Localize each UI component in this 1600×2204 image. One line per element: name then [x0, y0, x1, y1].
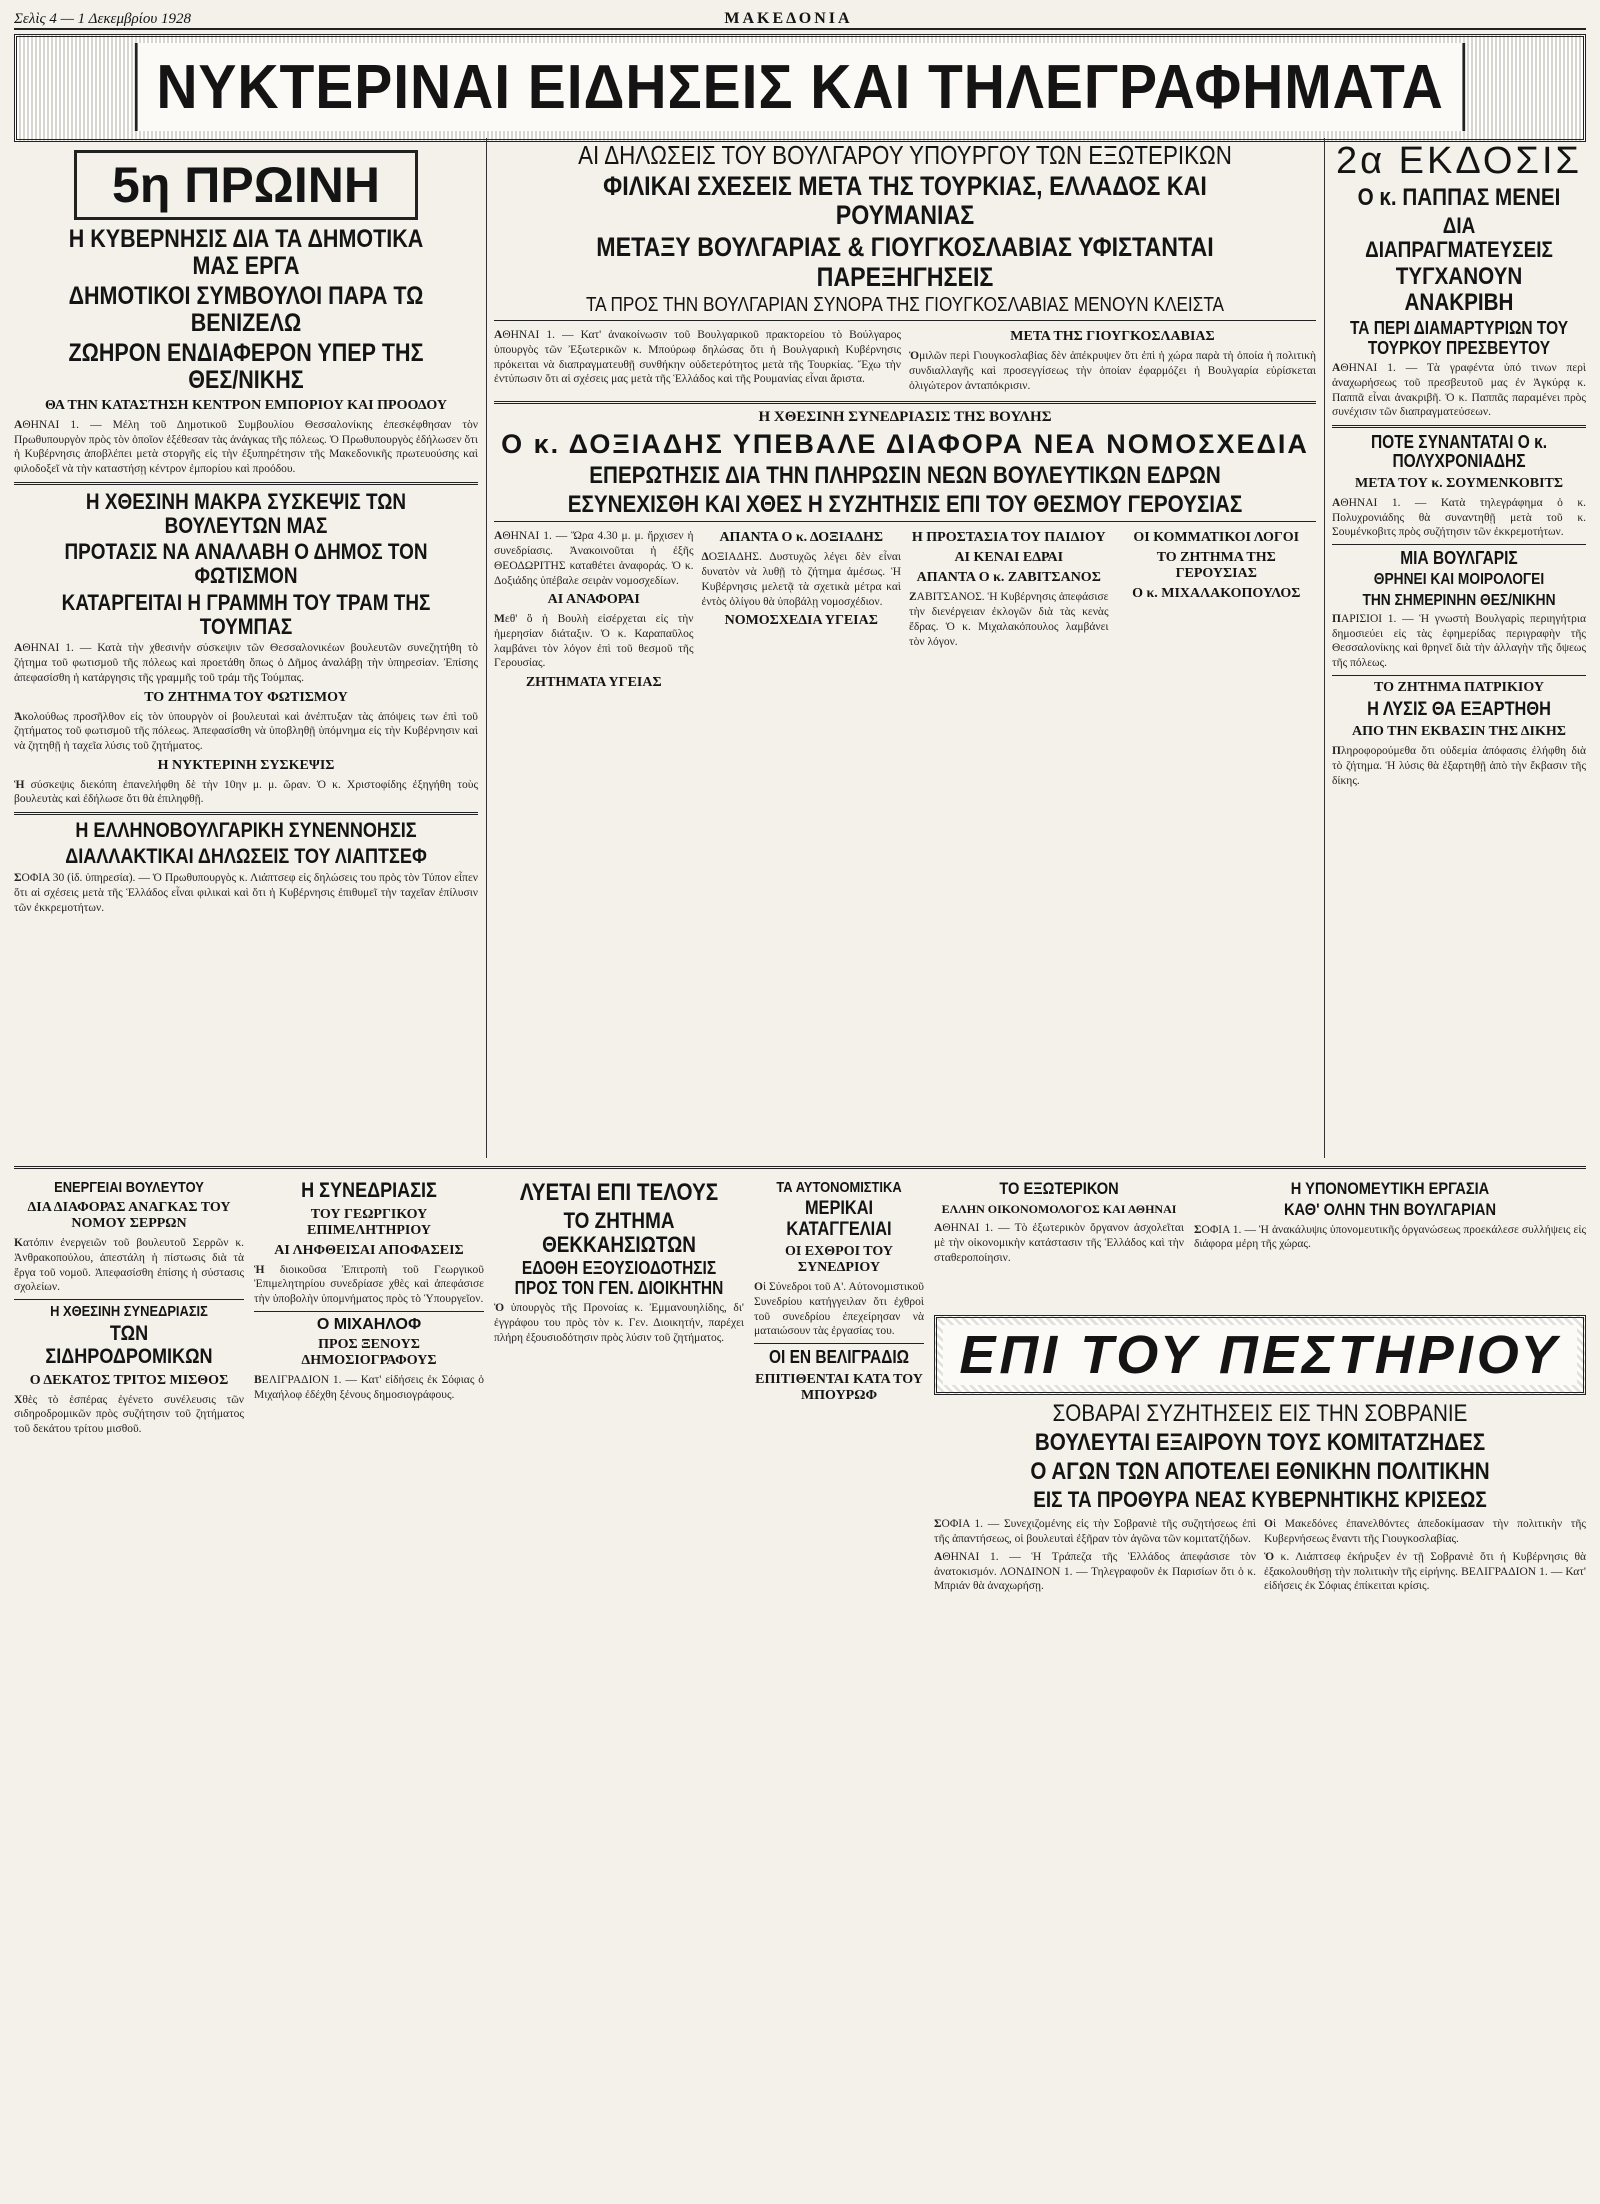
headline: ΒΟΥΛΕΥΤΑΙ ΕΞΑΙΡΟΥΝ ΤΟΥΣ ΚΟΜΙΤΑΤΖΗΔΕΣ: [1034, 1428, 1486, 1456]
edition-label: 2α ΕΚΔΟΣΙΣ: [1335, 140, 1583, 182]
headline: ΤΑ ΠΡΟΣ ΤΗΝ ΒΟΥΛΓΑΡΙΑΝ ΣΥΝΟΡΑ ΤΗΣ ΓΙΟΥΓΚΟΣΛΑΒΙΑΣ ΜΕΝΟΥΝ ΚΛΕΙΣΤΑ: [585, 293, 1225, 316]
date-line: Σελὶς 4 — 1 Δεκεμβρίου 1928: [14, 11, 191, 27]
lower-column: [934, 1177, 1184, 1269]
masthead: [14, 34, 1586, 142]
divider: [494, 401, 1316, 404]
headline: ΤΟ ΖΗΤΗΜΑ ΘΕΚΚΑΗΣΙΩΤΩΝ: [542, 1207, 696, 1257]
paper-name: ΜΑΚΕΔΟΝΙΑ: [724, 10, 853, 27]
headline: ΔΗΜΟΤΙΚΟΙ ΣΥΜΒΟΥΛΟΙ ΠΑΡΑ ΤΩ ΒΕΝΙΖΕΛΩ: [68, 282, 424, 337]
headline: ΘΡΗΝΕΙ ΚΑΙ ΜΟΙΡΟΛΟΓΕΙ: [1373, 571, 1545, 589]
article-text: Ὁμιλῶν περὶ Γιουγκοσλαβίας δὲν ἀπέκρυψεν ὅτι ἐπὶ ἡ χώρα παρὰ τὴ ὁποία ἡ πολιτικὴ συνδιαλλαγῆς καὶ προσεγγίσεως τὴν ὁποίαν ἐφαρμόζει ἡ Βουλγαρία εὑρίσκεται ὀλιγώτερον ἀνταπόκρισιν.: [909, 350, 1316, 392]
section-subhead: ΑΠΑΝΤΑ Ο κ. ΖΑΒΙΤΣΑΝΟΣ: [916, 570, 1101, 586]
subheadline: ΘΑ ΤΗΝ ΚΑΤΑΣΤΗΣΗ ΚΕΝΤΡΟΝ ΕΜΠΟΡΙΟΥ ΚΑΙ ΠΡΟΟΔΟΥ: [45, 398, 447, 413]
divider: [494, 521, 1316, 522]
headline: ΤΑ ΑΥΤΟΝΟΜΙΣΤΙΚΑ: [776, 1179, 902, 1196]
article-text: ΖΑΒΙΤΣΑΝΟΣ. Ἡ Κυβέρνησις ἀπεφάσισε τὴν διενέργειαν ἐκλογῶν διὰ τὰς κενὰς ἔδρας. Ὁ κ. Μιχαλακόπουλος λαμβάνει τὸν λόγον.: [909, 591, 1109, 648]
headline: ΠΟΤΕ ΣΥΝΑΝΤΑΤΑΙ Ο κ. ΠΟΛΥΧΡΟΝΙΑΔΗΣ: [1370, 432, 1548, 472]
article-text: ΒΕΛΙΓΡΑΔΙΟΝ 1. — Κατ' εἰδήσεις ἐκ Σόφιας ὁ Μιχαήλοφ ἐδέχθη ξένους δημοσιογράφους.: [254, 1374, 484, 1401]
article-text: Οἱ Μακεδόνες ἐπανελθόντες ἀπεδοκίμασαν τὴν πολιτικὴν τῆς Κυβερνήσεως ἔναντι τῆς Γιουγκοσλαβίας.: [1264, 1518, 1586, 1546]
article-columns: [494, 526, 1316, 695]
article-column: [909, 325, 1316, 396]
article-text: Ὁ ὑπουργὸς τῆς Προνοίας κ. Ἐμμανουηλίδης, δι' ἐγγράφου του πρὸς τὸν κ. Γεν. Διοικητήν, παρέχει πλήρη ἐξουσιοδότησιν πρὸς λύσιν τοῦ ζητήματος.: [494, 1302, 744, 1344]
article-column: [494, 526, 694, 695]
article-text: ΑΘΗΝΑΙ 1. — Ὥρα 4.30 μ. μ. ἤρχισεν ἡ συνεδρίασις. Ἀνακοινοῦται ἡ ἐξῆς ΘΕΟΔΩΡΙΤΗΣ καταθέτει ἀναφοράς. Ὁ κ. Δοξιάδης ὑπέβαλε σειρὰν νομοσχεδίων.: [494, 530, 694, 587]
lower-column: [754, 1177, 924, 1408]
subheadline: ΑΙ ΛΗΦΘΕΙΣΑΙ ΑΠΟΦΑΣΕΙΣ: [274, 1242, 464, 1258]
article-columns: [934, 1514, 1586, 1597]
subheadline: ΔΙΑ ΔΙΑΦΟΡΑΣ ΑΝΑΓΚΑΣ ΤΟΥ ΝΟΜΟΥ ΣΕΡΡΩΝ: [27, 1200, 231, 1232]
headline: ΛΥΕΤΑΙ ΕΠΙ ΤΕΛΟΥΣ: [519, 1179, 719, 1206]
article-column: [1117, 526, 1317, 695]
article-text: ΣΟΦΙΑ 30 (ἰδ. ὑπηρεσία). — Ὁ Πρωθυπουργὸς κ. Λιάπτσεφ εἰς δηλώσεις του πρὸς τὸν Τύπον εἶπεν ὅτι αἱ σχέσεις μετὰ τῆς Ἑλλάδος εἶναι φιλικαὶ καὶ ὅτι ἡ Κυβέρνησις ἐπιθυμεῖ τὴν ταχεῖαν ἐπίλυσιν τῶν ἐκκρεμοτήτων.: [14, 872, 478, 914]
article-text: Ἀκολούθως προσῆλθον εἰς τὸν ὑπουργὸν οἱ βουλευταὶ καὶ ἀνέπτυξαν τὰς ἀπόψεις των ἐπὶ τοῦ ζητήματος τοῦ φωτισμοῦ τῆς πόλεως. Ἀπεφασίσθη νὰ ὑποβληθῇ ὑπόμνημα εἰς τὴν Κυβέρνησιν καὶ νὰ ζητηθῇ ἡ ταχεῖα λύσις τοῦ ζητήματος.: [14, 710, 478, 752]
divider: [754, 1343, 924, 1344]
headline: Η ΛΥΣΙΣ ΘΑ ΕΞΑΡΤΗΘΗ: [1367, 698, 1551, 720]
headline: ΕΣΥΝΕΧΙΣΘΗ ΚΑΙ ΧΘΕΣ Η ΣΥΖΗΤΗΣΙΣ ΕΠΙ ΤΟΥ ΘΕΣΜΟΥ ΓΕΡΟΥΣΙΑΣ: [567, 490, 1243, 518]
headline: ΚΑΘ' ΟΛΗΝ ΤΗΝ ΒΟΥΛΓΑΡΙΑΝ: [1283, 1200, 1497, 1220]
section-subhead: ΖΗΤΗΜΑΤΑ ΥΓΕΙΑΣ: [525, 675, 662, 691]
section-subhead: ΤΟ ΖΗΤΗΜΑ ΤΟΥ ΦΩΤΙΣΜΟΥ: [144, 689, 348, 705]
headline: ΤΥΓΧΑΝΟΥΝ ΑΝΑΚΡΙΒΗ: [1395, 263, 1523, 317]
bottom-feature: [934, 1309, 1586, 1597]
divider: [1332, 425, 1586, 428]
article-column: [934, 1514, 1256, 1597]
article-text: Οἱ Σύνεδροι τοῦ Α'. Αὐτονομιστικοῦ Συνεδρίου κατήγγειλαν ὅτι ἐχθροὶ τοῦ συνεδρίου ἐπεχείρησαν νὰ ματαιώσουν τὰς ἐργασίας του.: [754, 1281, 924, 1338]
article-text: ΑΘΗΝΑΙ 1. — Ἡ Τράπεζα τῆς Ἑλλάδος ἀπεφάσισε τὸν ἀνατοκισμόν. ΛΟΝΔΙΝΟΝ 1. — Τηλεγραφοῦν ἐκ Παρισίων ὅτι ὁ κ. Μπριάν θὰ ἀναχωρήσῃ.: [934, 1550, 1256, 1593]
divider: [494, 320, 1316, 321]
feature-banner: [934, 1315, 1586, 1395]
article-text: Χθὲς τὸ ἑσπέρας ἐγένετο συνέλευσις τῶν σιδηροδρομικῶν πρὸς συζήτησιν τοῦ ζητήματος τοῦ δεκάτου τρίτου μισθοῦ.: [14, 1393, 244, 1436]
headline: ΕΝΕΡΓΕΙΑΙ ΒΟΥΛΕΥΤΟΥ: [54, 1179, 204, 1196]
column-rule: [486, 138, 487, 1158]
feature-banner-text: ΕΠΙ ΤΟΥ ΠΕΣΤΗΡΙΟΥ: [943, 1325, 1576, 1385]
headline: ΤΩΝ ΣΙΔΗΡΟΔΡΟΜΙΚΩΝ: [45, 1322, 213, 1368]
article-text: ΔΟΞΙΑΔΗΣ. Δυστυχῶς λέγει δὲν εἶναι δυνατὸν νὰ λυθῇ τὸ ζήτημα ἀμέσως. Ἡ Κυβέρνησις μελετᾷ τὰ σχετικὰ μέτρα καὶ ἐντὸς ὀλίγου θὰ ὑποβάλῃ νομοσχέδιον.: [701, 551, 901, 608]
right-column: [1332, 138, 1586, 1158]
article-text: Κατόπιν ἐνεργειῶν τοῦ βουλευτοῦ Σερρῶν κ. Ἀνθρακοπούλου, ἀπεστάλη ἡ πίστωσις διὰ τὰ ἔργα τοῦ νομοῦ. Ἀπεφασίσθη ἐπίσης ἡ σύστασις σχολείων.: [14, 1237, 244, 1294]
lower-column: [254, 1177, 484, 1406]
article-text: Ἡ σύσκεψις διεκόπη ἐπανελήφθη δὲ τὴν 10ην μ. μ. ὥραν. Ὁ κ. Χριστοφίδης ἐξηγήθη τοὺς βουλευτὰς καὶ ἐδήλωσε ὅτι θὰ ἐπιληφθῇ.: [14, 778, 478, 806]
article-text: ΑΘΗΝΑΙ 1. — Κατ' ἀνακοίνωσιν τοῦ Βουλγαρικοῦ πρακτορείου τὸ Βούλγαρος ὑπουργὸς τῶν Ἐξωτερικῶν κ. Μπούρωφ δηλώσας ὅτι ἡ Βουλγαρικὴ Κυβέρνησις πρόκειται νὰ διαπραγματευθῇ συνθήκην οὐδετερότητος μετὰ τῆς Τουρκίας. Ἔχω τὴν ἐντύπωσιν ὅτι αἱ σχέσεις μας μετὰ τῆς Ἑλλάδος καὶ τῆς Ρουμανίας εἶναι ἄριστα.: [494, 329, 901, 386]
masthead-title: ΝΥΚΤΕΡΙΝΑΙ ΕΙΔΗΣΕΙΣ ΚΑΙ ΤΗΛΕΓΡΑΦΗΜΑΤΑ: [135, 43, 1465, 131]
section-subhead: Η ΠΡΟΣΤΑΣΙΑ ΤΟΥ ΠΑΙΔΙΟΥ: [911, 530, 1106, 546]
article-text: ΑΘΗΝΑΙ 1. — Κατὰ τηλεγράφημα ὁ κ. Πολυχρονιάδης θὰ συναντηθῇ μετὰ τοῦ κ. Σουμένκοβιτς πρὸς συζήτησιν τῶν ἐκκρεμοτήτων.: [1332, 496, 1586, 539]
section-subhead: ΜΕΤΑ ΤΗΣ ΓΙΟΥΓΚΟΣΛΑΒΙΑΣ: [1010, 329, 1215, 345]
headline: ΔΙΑ ΔΙΑΠΡΑΓΜΑΤΕΥΣΕΙΣ: [1365, 212, 1553, 262]
subheadline: ΠΡΟΣ ΞΕΝΟΥΣ ΔΗΜΟΣΙΟΓΡΑΦΟΥΣ: [301, 1337, 437, 1369]
article-columns: [494, 325, 1316, 396]
newspaper-page: [14, 6, 1586, 2198]
headline: ΑΙ ΔΗΛΩΣΕΙΣ ΤΟΥ ΒΟΥΛΓΑΡΟΥ ΥΠΟΥΡΓΟΥ ΤΩΝ ΕΞΩΤΕΡΙΚΩΝ: [578, 140, 1232, 170]
headline: Η ΚΥΒΕΡΝΗΣΙΣ ΔΙΑ ΤΑ ΔΗΜΟΤΙΚΑ ΜΑΣ ΕΡΓΑ: [68, 225, 424, 280]
headline: Η ΧΘΕΣΙΝΗ ΣΥΝΕΔΡΙΑΣΙΣ: [50, 1303, 208, 1321]
headline: ΜΕΤΑΞΥ ΒΟΥΛΓΑΡΙΑΣ & ΓΙΟΥΓΚΟΣΛΑΒΙΑΣ ΥΦΙΣΤΑΝΤΑΙ ΠΑΡΕΞΗΓΗΣΕΙΣ: [596, 232, 1214, 292]
headline: Ο ΑΓΩΝ ΤΩΝ ΑΠΟΤΕΛΕΙ ΕΘΝΙΚΗΝ ΠΟΛΙΤΙΚΗΝ: [1030, 1457, 1490, 1485]
lower-section: [14, 1166, 1586, 2198]
section-subhead: ΝΟΜΟΣΧΕΔΙΑ ΥΓΕΙΑΣ: [724, 613, 878, 629]
divider: [1332, 675, 1586, 676]
edition-box: [74, 150, 418, 220]
article-text: ΑΘΗΝΑΙ 1. — Τὰ γραφέντα ὑπό τινων περὶ ἀναχωρήσεως τοῦ πρεσβευτοῦ μας ἐν Ἀγκύρᾳ κ. Παππᾶ εἶναι ἀνακριβῆ. Ὁ κ. Παππᾶς παραμένει πρὸς συνέχισιν τῶν διαπραγματεύσεων.: [1332, 362, 1586, 419]
subheadline: Ο ΔΕΚΑΤΟΣ ΤΡΙΤΟΣ ΜΙΣΘΟΣ: [29, 1372, 229, 1388]
section-subhead: Η ΝΥΚΤΕΡΙΝΗ ΣΥΣΚΕΨΙΣ: [157, 757, 335, 773]
headline: ΤΟ ΕΞΩΤΕΡΙΚΟΝ: [999, 1179, 1119, 1198]
section-subhead: ΟΙ ΚΟΜΜΑΤΙΚΟΙ ΛΟΓΟΙ: [1133, 530, 1300, 546]
headline: ΔΙΑΛΛΑΚΤΙΚΑΙ ΔΗΛΩΣΕΙΣ ΤΟΥ ΛΙΑΠΤΣΕΦ: [65, 844, 427, 868]
section-subhead: ΤΟ ΖΗΤΗΜΑ ΤΗΣ ΓΕΡΟΥΣΙΑΣ: [1156, 550, 1276, 582]
lower-column: [1194, 1177, 1586, 1255]
subheadline: ΟΙ ΕΧΘΡΟΙ ΤΟΥ ΣΥΝΕΔΡΙΟΥ: [784, 1244, 894, 1276]
headline: Η ΕΛΛΗΝΟΒΟΥΛΓΑΡΙΚΗ ΣΥΝΕΝΝΟΗΣΙΣ: [75, 819, 417, 843]
lower-column: [494, 1177, 744, 1348]
article-column: [702, 526, 902, 695]
article-text: Μεθ' ὃ ἡ Βουλὴ εἰσέρχεται εἰς τὴν ἡμερησίαν διάταξιν. Ὁ κ. Καραπαῦλος λαμβάνει τὸν λόγον ἐπὶ τοῦ θεσμοῦ τῆς Γερουσίας.: [494, 613, 694, 670]
headline: Η ΣΥΝΕΔΡΙΑΣΙΣ: [301, 1179, 437, 1202]
article-text: ΣΟΦΙΑ 1. — Συνεχιζομένης εἰς τὴν Σοβρανιὲ τῆς συζητήσεως ἐπὶ τῆς ἀπαντήσεως, οἱ βουλευταὶ ἐξῆραν τὸν ἀγῶνα τῶν κομιτατζήδων.: [934, 1518, 1256, 1546]
subheadline: ΤΟ ΖΗΤΗΜΑ ΠΑΤΡΙΚΙΟΥ: [1374, 679, 1544, 695]
headline: ΤΑ ΠΕΡΙ ΔΙΑΜΑΡΤΥΡΙΩΝ ΤΟΥ ΤΟΥΡΚΟΥ ΠΡΕΣΒΕΥΤΟΥ: [1349, 318, 1569, 358]
section-subhead: Η ΧΘΕΣΙΝΗ ΣΥΝΕΔΡΙΑΣΙΣ ΤΗΣ ΒΟΥΛΗΣ: [758, 409, 1052, 426]
headline: ΜΙΑ ΒΟΥΛΓΑΡΙΣ: [1400, 548, 1518, 569]
headline: ΤΗΝ ΣΗΜΕΡΙΝΗΝ ΘΕΣ/ΝΙΚΗΝ: [1362, 591, 1556, 609]
headline: Η ΧΘΕΣΙΝΗ ΜΑΚΡΑ ΣΥΣΚΕΨΙΣ ΤΩΝ ΒΟΥΛΕΥΤΩΝ ΜΑΣ: [85, 488, 407, 538]
article-text: Πληροφορούμεθα ὅτι οὐδεμία ἀπόφασις ἐλήφθη διὰ τὸ ζήτημα. Ἡ λύσις θὰ ἐξαρτηθῇ ἀπὸ τὴν ἔκβασιν τῆς δίκης.: [1332, 745, 1586, 787]
columns: [14, 138, 1586, 2198]
headline: ΠΡΟΤΑΣΙΣ ΝΑ ΑΝΑΛΑΒΗ Ο ΔΗΜΟΣ ΤΟΝ ΦΩΤΙΣΜΟΝ: [64, 539, 428, 589]
section-subhead: ΑΙ ΚΕΝΑΙ ΕΔΡΑΙ: [954, 550, 1064, 566]
headline: Η ΥΠΟΝΟΜΕΥΤΙΚΗ ΕΡΓΑΣΙΑ: [1290, 1179, 1490, 1198]
section-subhead: ΑΠΑΝΤΑ Ο κ. ΔΟΞΙΑΔΗΣ: [719, 530, 884, 546]
headline: ΖΩΗΡΟΝ ΕΝΔΙΑΦΕΡΟΝ ΥΠΕΡ ΤΗΣ ΘΕΣ/ΝΙΚΗΣ: [68, 339, 424, 394]
headline: ΕΔΟΘΗ ΕΞΟΥΣΙΟΔΟΤΗΣΙΣ ΠΡΟΣ ΤΟΝ ΓΕΝ. ΔΙΟΙΚΗΤΗΝ: [514, 1258, 724, 1298]
article-text: ΠΑΡΙΣΙΟΙ 1. — Ἡ γνωστὴ Βουλγαρὶς περιηγήτρια δημοσιεύει εἰς τὰς ἐφημερίδας περιγραφὴν τῆς Θεσσαλονίκης καὶ θρηνεῖ διὰ τὴν ἀλλαγὴν τῆς ὄψεως τῆς πόλεως.: [1332, 613, 1586, 670]
article-text: ΑΘΗΝΑΙ 1. — Τὸ ἐξωτερικὸν ὄργανον ἀσχολεῖται μὲ τὴν οἰκονομικὴν κατάστασιν τῆς Ἑλλάδος καὶ τὴν σταθεροποίησιν.: [934, 1222, 1184, 1264]
section-subhead: Ο κ. ΜΙΧΑΛΑΚΟΠΟΥΛΟΣ: [1132, 586, 1301, 602]
headline: ΚΑΤΑΡΓΕΙΤΑΙ Η ΓΡΑΜΜΗ ΤΟΥ ΤΡΑΜ ΤΗΣ ΤΟΥΜΠΑΣ: [61, 589, 431, 639]
article-text: ΣΟΦΙΑ 1. — Ἡ ἀνακάλυψις ὑπονομευτικῆς ὀργανώσεως προεκάλεσε συλλήψεις εἰς διάφορα μέρη τῆς χώρας.: [1194, 1223, 1586, 1251]
divider: [14, 482, 478, 485]
headline: Ο ΜΙΧΑΗΛΟΦ: [316, 1315, 422, 1333]
headline: Ο κ. ΠΑΠΠΑΣ ΜΕΝΕΙ: [1357, 184, 1561, 212]
headline: ΟΙ ΕΝ ΒΕΛΙΓΡΑΔΙΩ: [768, 1347, 910, 1368]
article-column: [494, 325, 901, 396]
headline: ΕΙΣ ΤΑ ΠΡΟΘΥΡΑ ΝΕΑΣ ΚΥΒΕΡΝΗΤΙΚΗΣ ΚΡΙΣΕΩΣ: [1033, 1486, 1487, 1512]
divider: [1332, 544, 1586, 545]
article-text: Ὁ κ. Λιάπτσεφ ἐκήρυξεν ἐν τῇ Σοβρανιὲ ὅτι ἡ Κυβέρνησις θὰ ἐξακολουθήσῃ τὴν πολιτικὴν τῆς εἰρήνης. ΒΕΛΙΓΡΑΔΙΟΝ 1. — Κατ' εἰδήσεις ἐκ Σόφιας ἐπίκειται κρίσις.: [1264, 1550, 1586, 1593]
headline: ΜΕΡΙΚΑΙ ΚΑΤΑΓΓΕΛΙΑΙ: [786, 1198, 892, 1240]
headline: Ο κ. ΔΟΞΙΑΔΗΣ ΥΠΕΒΑΛΕ ΔΙΑΦΟΡΑ ΝΕΑ ΝΟΜΟΣΧΕΔΙΑ: [501, 429, 1309, 460]
left-column: [14, 138, 478, 1158]
article-text: ΑΘΗΝΑΙ 1. — Μέλη τοῦ Δημοτικοῦ Συμβουλίου Θεσσαλονίκης ἐπεσκέφθησαν τὸν Πρωθυπουργὸν πρὸς τὸν ὁποῖον ἐξέθεσαν τὰς ἀνάγκας τῆς πόλεως. Ὁ Πρωθυπουργὸς ἐδήλωσεν ὅτι ἡ Κυβέρνησις ἀποβλέπει μετὰ στοργῆς εἰς τὴν ἐξυπηρέτησιν τῆς Μακεδονικῆς πρωτευούσης καὶ φιλοδοξεῖ νὰ τὴν καταστήσῃ κέντρον ἐμπορίου καὶ προόδου.: [14, 419, 478, 476]
column-rule: [1324, 138, 1325, 1158]
headline: ΕΠΕΡΩΤΗΣΙΣ ΔΙΑ ΤΗΝ ΠΛΗΡΩΣΙΝ ΝΕΩΝ ΒΟΥΛΕΥΤΙΚΩΝ ΕΔΡΩΝ: [589, 461, 1221, 489]
article-text: ΑΘΗΝΑΙ 1. — Κατὰ τὴν χθεσινὴν σύσκεψιν τῶν Θεσσαλονικέων βουλευτῶν συνεζητήθη τὸ ζήτημα τοῦ φωτισμοῦ τῆς πόλεως καὶ προετάθη ὅπως ὁ Δῆμος ἀναλάβῃ τὴν ὑπηρεσίαν. Ἐπίσης ἀπεφασίσθη ἡ κατάργησις τῆς γραμμῆς τοῦ τράμ τῆς Τούμπας.: [14, 642, 478, 684]
subheadline: ΑΠΟ ΤΗΝ ΕΚΒΑΣΙΝ ΤΗΣ ΔΙΚΗΣ: [1352, 724, 1566, 740]
divider: [254, 1311, 484, 1312]
center-column: [494, 138, 1316, 1158]
divider: [14, 1299, 244, 1300]
lower-column: [14, 1177, 244, 1440]
edition-label: 5η ΠΡΩΙΝΗ: [112, 157, 380, 213]
headline: ΦΙΛΙΚΑΙ ΣΧΕΣΕΙΣ ΜΕΤΑ ΤΗΣ ΤΟΥΡΚΙΑΣ, ΕΛΛΑΔΟΣ ΚΑΙ ΡΟΥΜΑΝΙΑΣ: [603, 171, 1207, 231]
section-subhead: ΑΙ ΑΝΑΦΟΡΑΙ: [547, 592, 640, 608]
top-line: [14, 6, 1586, 30]
headline: ΣΟΒΑΡΑΙ ΣΥΖΗΤΗΣΕΙΣ ΕΙΣ ΤΗΝ ΣΟΒΡΑΝΙΕ: [1052, 1400, 1468, 1427]
article-column: [909, 526, 1109, 695]
article-text: Ἡ διοικοῦσα Ἐπιτροπὴ τοῦ Γεωργικοῦ Ἐπιμελητηρίου συνεδρίασε χθὲς καὶ ἀπεφάσισε τὴν ὑποβολὴν ὑπομνήματος πρὸς τὸ Ὑπουργεῖον.: [254, 1263, 484, 1306]
subheadline: ΕΛΛΗΝ ΟΙΚΟΝΟΜΟΛΟΓΟΣ ΚΑΙ ΑΘΗΝΑΙ: [941, 1202, 1177, 1217]
article-column: [1264, 1514, 1586, 1597]
subheadline: ΤΟΥ ΓΕΩΡΓΙΚΟΥ ΕΠΙΜΕΛΗΤΗΡΙΟΥ: [306, 1206, 432, 1238]
divider: [14, 812, 478, 815]
subheadline: ΕΠΙΤΙΘΕΝΤΑΙ ΚΑΤΑ ΤΟΥ ΜΠΟΥΡΩΦ: [755, 1371, 923, 1403]
subheadline: ΜΕΤΑ ΤΟΥ κ. ΣΟΥΜΕΝΚΟΒΙΤΣ: [1354, 475, 1564, 491]
